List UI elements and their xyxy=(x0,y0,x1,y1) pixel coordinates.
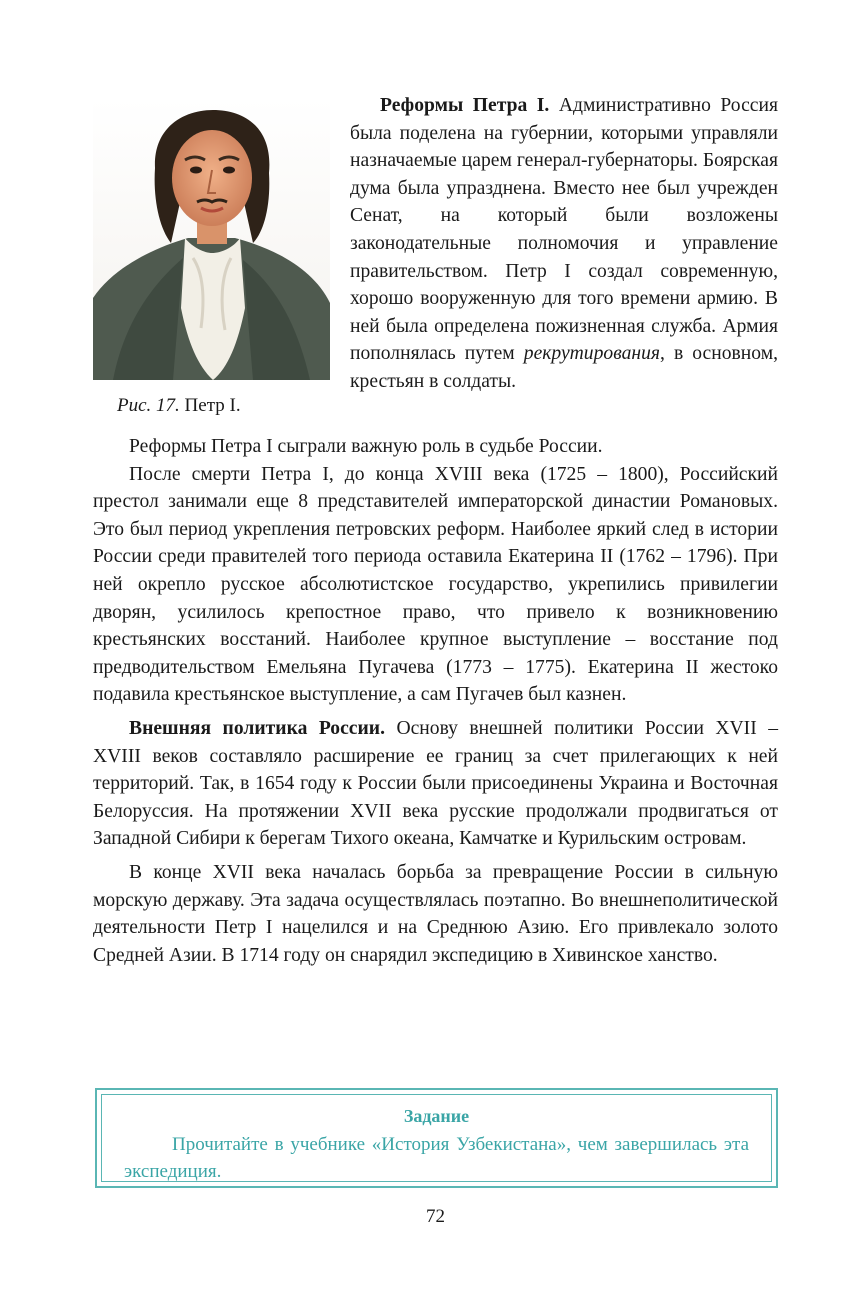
paragraph-1: Реформы Петра I сыграли важную роль в судьбе России. xyxy=(129,436,603,457)
peter-portrait-image xyxy=(93,98,330,380)
reforms-paragraph xyxy=(350,92,778,396)
task-text: Прочитайте в учебнике «История Узбекистана», чем завершилась эта экспедиция. xyxy=(124,1134,749,1182)
foreign-policy-heading: Внешняя политика России. xyxy=(129,717,385,739)
reforms-section xyxy=(350,92,778,396)
caption-text: Петр I. xyxy=(179,395,241,416)
page-number: 72 xyxy=(426,1206,445,1227)
portrait-figure xyxy=(93,98,330,418)
task-title: Задание xyxy=(403,1106,470,1126)
reforms-heading: Реформы Петра I. xyxy=(380,95,550,116)
figure-caption xyxy=(93,394,330,418)
main-text xyxy=(93,433,778,969)
reforms-intro: Административно Россия была поделена на губернии, которыми управляли назначаемые царем генерал-губернаторы. Боярская дума была упразднена. Вместо нее был учрежден Сенат, на который были возложены законодательные полномочия и управление правительством. Петр I создал современную, хорошо вооруженную для того времени армию. В ней была определена пожизненная служба. Армия пополнялась путем xyxy=(350,95,778,365)
paragraph-2: После смерти Петра I, до конца XVIII века (1725 – 1800), Российский престол занимали еще 8 представителей императорской династии Романовых. Это был период укрепления петровских реформ. Наиболее яркий след в истории России среди правителей того периода оставила Екатерина II (1762 – 1796). При ней окрепло русское абсолютистское государство, укрепились привилегии дворян, усилилось крепостное право, что привело к возникновению крестьянских восстаний. Наиболее крупное выступление – восстание под предводительством Емельяна Пугачева (1773 – 1775). Екатерина II жестоко подавила крестьянское выступление, а сам Пугачев был казнен. xyxy=(93,463,778,706)
reforms-term: рекрутирования xyxy=(523,343,660,365)
reforms-outro: , в основном, крестьян в солдаты. xyxy=(350,343,778,392)
caption-label: Рис. 17. xyxy=(117,395,180,416)
paragraph-3-text: Основу внешней политики России XVII – XVIII веков составляло расширение ее границ за счет прилегающих к ней территорий. Так, в 1654 году к России были присоединены Украина и Восточная Белоруссия. На протяжении XVII века русские продолжали продвигаться от Западной Сибири к берегам Тихого океана, Камчатке и Курильским островам. xyxy=(93,717,778,850)
task-box xyxy=(95,1088,778,1188)
paragraph-3 xyxy=(93,715,778,853)
paragraph-4: В конце XVII века началась борьба за превращение России в сильную морскую державу. Эта задача осуществлялась поэтапно. Во внешнеполитической деятельности Петр I нацелился и на Среднюю Азию. Его привлекало золото Средней Азии. В 1714 году он снарядил экспедицию в Хивинское ханство. xyxy=(93,861,778,966)
task-box-inner xyxy=(101,1094,772,1182)
